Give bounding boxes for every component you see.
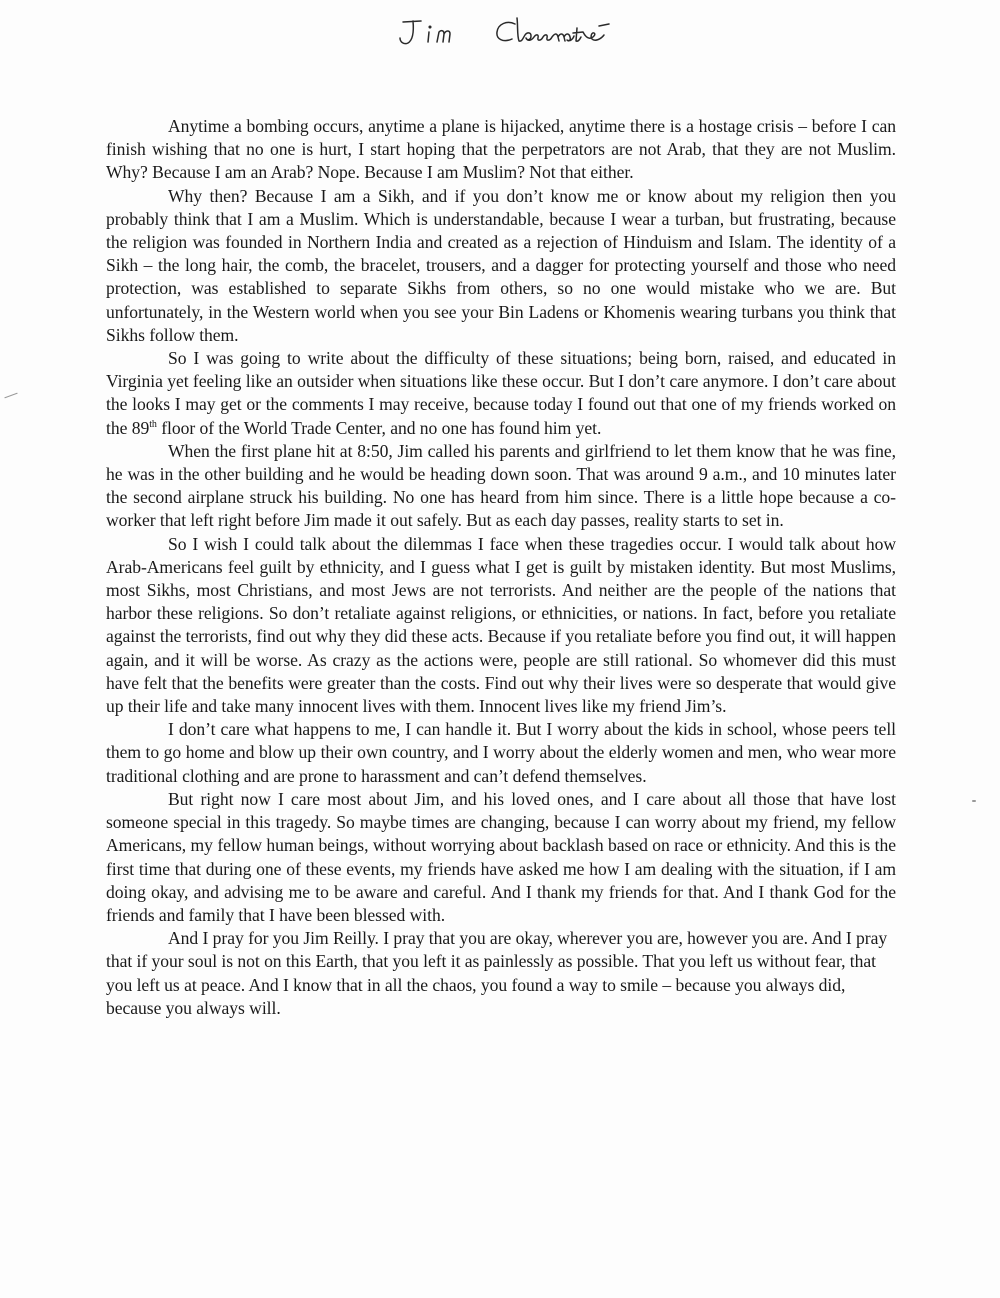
scan-speck [972, 800, 976, 802]
paragraph-3-text: So I was going to write about the difficulty of these situations; being born, raised, and educated in Virginia yet feeling like an outsider when situations like these occur. But I don’t care anymore. I don’t care about the looks I may get or the comments I may receive, because today I found out that one of my friends worked on the 89 [106, 348, 897, 438]
paragraph-6: I don’t care what happens to me, I can handle it. But I worry about the kids in school, whose peers tell them to go home and blow up their own country, and I worry about the elderly women and men, who wear more traditional clothing and are prone to harassment and can’t defend themselves. [106, 719, 896, 786]
ordinal-superscript: th [149, 418, 157, 430]
paragraph-3 [106, 347, 896, 440]
scan-speck [4, 393, 17, 399]
paragraph-5: So I wish I could talk about the dilemmas I face when these tragedies occur. I would talk about how Arab-Americans feel guilt by ethnicity, and I guess what I get is guilt by mistaken identity. But most Muslims, most Sikhs, most Christians, and most Jews are not terrorists. And neither are the people of the nations that harbor these religions. So don’t retaliate against religions, or ethnicities, or nations. In fact, before you retaliate against the terrorists, find out why they did these acts. Because if you retaliate before you find out, it will happen again, and it will be worse. As crazy as the actions were, people are still rational. So whomever did this must have felt that the benefits were greater than the costs. Find out why their lives were so desperate that would give up their life and take many innocent lives with them. Innocent lives like my friend Jim’s. [106, 533, 896, 717]
letter-body [106, 115, 896, 1020]
paragraph-1: Anytime a bombing occurs, anytime a plane is hijacked, anytime there is a hostage crisis – before I can finish wishing that no one is hurt, I start hoping that the perpetrators are not Arab, that they are not Muslim. Why? Because I am an Arab? Nope. Because I am Muslim? Not that either. [106, 116, 896, 183]
paragraph-8: And I pray for you Jim Reilly. I pray that you are okay, wherever you are, however you are. And I pray that if your soul is not on this Earth, that you left it as painlessly as possible. That you left us without fear, that you left us at peace. And I know that in all the chaos, you found a way to smile – because you always did, because you always will. [106, 928, 888, 1018]
handwritten-header [395, 8, 655, 56]
paragraph-7: But right now I care most about Jim, and his loved ones, and I care about all those that have lost someone special in this tragedy. So maybe times are changing, because I can worry about my friend, my fellow Americans, my fellow human beings, without worrying about backlash based on race or ethnicity. And this is the first time that during one of these events, my friends have asked me how I am dealing with the situation, if I am doing okay, and advising me to be aware and careful. And I thank my friends for that. And I thank God for the friends and family that I have been blessed with. [106, 788, 896, 925]
paragraph-3-tail: floor of the World Trade Center, and no one has found him yet. [156, 417, 602, 438]
paragraph-2: Why then? Because I am a Sikh, and if you don’t know me or know about my religion then you probably think that I am a Muslim. Which is understandable, because I wear a turban, but frustrating, because the religion was founded in Northern India and created as a rejection of Hinduism and Islam. The identity of a Sikh – the long hair, the comb, the bracelet, trousers, and a dagger for protecting yourself and those who need protection, was established to separate Sikhs from others, so no one would mistake who we are. But unfortunately, in the Western world when you see your Bin Ladens or Khomenis wearing turbans you think that Sikhs follow them. [106, 185, 896, 345]
paragraph-4: When the first plane hit at 8:50, Jim called his parents and girlfriend to let them know that he was fine, he was in the other building and he would be heading down soon. That was around 9 a.m., and 10 minutes later the second airplane struck his building. No one has heard from him since. There is a little hope because a co-worker that left right before Jim made it out safely. But as each day passes, reality starts to set in. [106, 440, 896, 531]
handwriting-image [395, 8, 655, 56]
